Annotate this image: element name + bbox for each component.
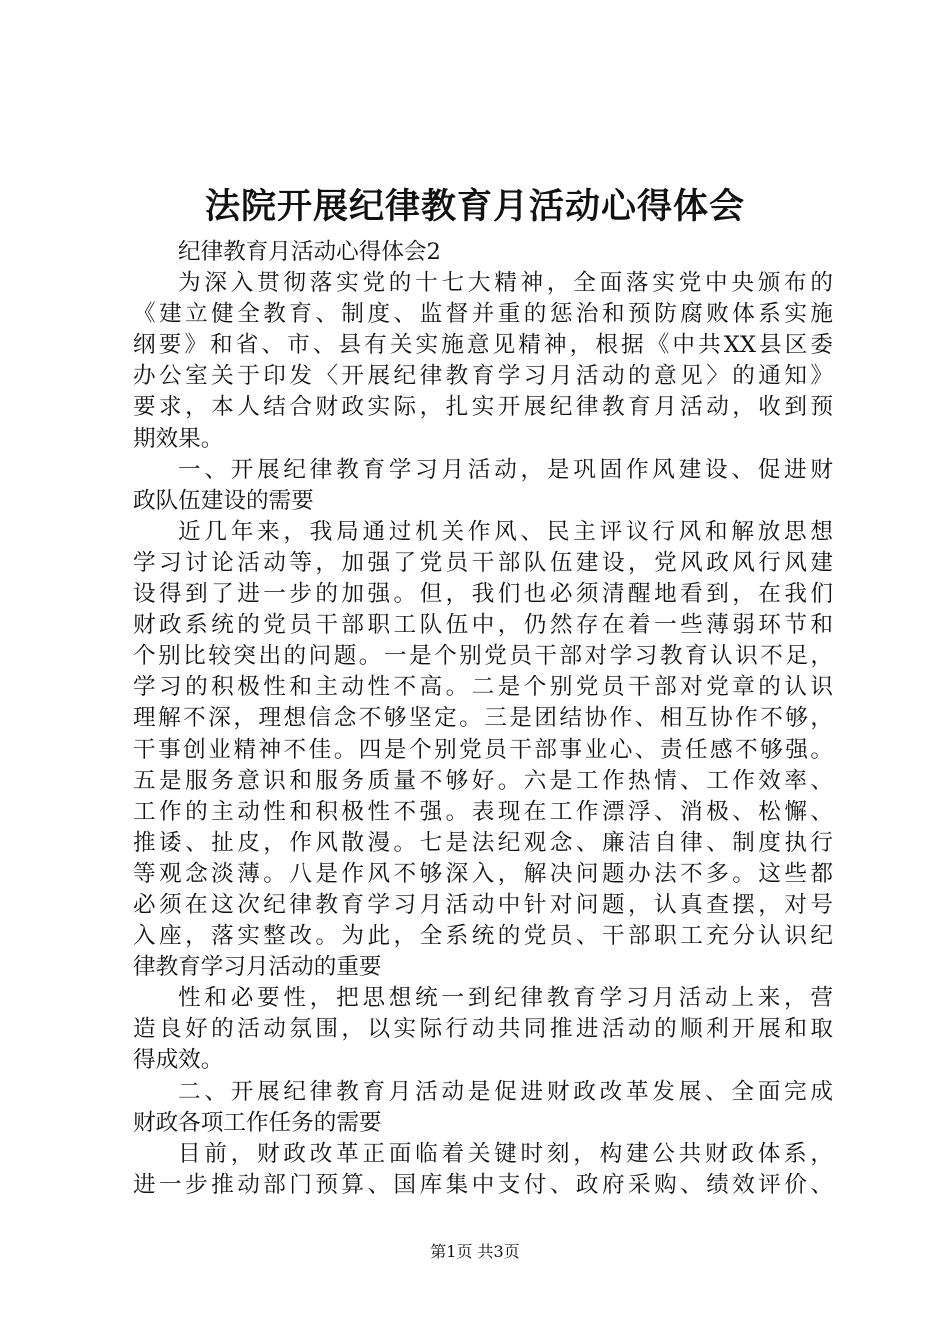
text-line: 干事创业精神不佳。四是个别党员干部事业心、责任感不够强。 [133,736,833,763]
text-line: 目前，财政改革正面临着关键时刻，构建公共财政体系， [178,1140,833,1167]
text-line: 学习讨论活动等，加强了党员干部队伍建设，党风政风行风建 [133,549,833,576]
text-line: 学习的积极性和主动性不高。二是个别党员干部对党章的认识 [133,674,833,701]
text-line: 财政各项工作任务的需要 [133,1109,382,1136]
text-line: 纪律教育月活动心得体会2 [178,239,441,265]
text-line: 推诿、扯皮，作风散漫。七是法纪观念、廉洁自律、制度执行 [133,829,833,856]
text-line: 为深入贯彻落实党的十七大精神，全面落实党中央颁布的 [178,270,833,297]
text-line: 政队伍建设的需要 [133,487,314,514]
text-line: 理解不深，理想信念不够坚定。三是团结协作、相互协作不够， [133,705,833,732]
text-line: 得成效。 [133,1047,224,1074]
text-line: 《建立健全教育、制度、监督并重的惩治和预防腐败体系实施 [133,301,833,328]
text-line: 必须在这次纪律教育学习月活动中针对问题，认真查摆，对号 [133,891,833,918]
text-line: 个别比较突出的问题。一是个别党员干部对学习教育认识不足， [133,643,833,670]
document-body [133,237,833,1201]
text-line: 性和必要性，把思想统一到纪律教育学习月活动上来，营 [178,985,833,1012]
text-line: 二、开展纪律教育月活动是促进财政改革发展、全面完成 [178,1078,833,1105]
text-line: 工作的主动性和积极性不强。表现在工作漂浮、消极、松懈、 [133,798,833,825]
text-line: 近几年来，我局通过机关作风、民主评议行风和解放思想 [178,518,833,545]
text-line: 入座，落实整改。为此，全系统的党员、干部职工充分认识纪 [133,923,833,950]
text-line: 律教育学习月活动的重要 [133,954,382,981]
text-line: 五是服务意识和服务质量不够好。六是工作热情、工作效率、 [133,767,833,794]
text-line: 造良好的活动氛围，以实际行动共同推进活动的顺利开展和取 [133,1016,833,1043]
document-title: 法院开展纪律教育月活动心得体会 [204,186,745,227]
page-footer: 第1页 共3页 [430,1242,520,1261]
text-line: 财政系统的党员干部职工队伍中，仍然存在着一些薄弱环节和 [133,612,833,639]
text-line: 期效果。 [133,425,224,452]
text-line: 要求，本人结合财政实际，扎实开展纪律教育月活动，收到预 [133,394,833,421]
text-line: 设得到了进一步的加强。但，我们也必须清醒地看到，在我们 [133,581,833,608]
text-line: 纲要》和省、市、县有关实施意见精神，根据《中共XX县区委 [133,332,833,359]
text-line: 等观念淡薄。八是作风不够深入，解决问题办法不多。这些都 [133,860,833,887]
text-line: 一、开展纪律教育学习月活动，是巩固作风建设、促进财 [178,456,833,483]
text-line: 进一步推动部门预算、国库集中支付、政府采购、绩效评价、 [133,1171,833,1198]
text-line: 办公室关于印发〈开展纪律教育学习月活动的意见〉的通知》 [133,363,833,390]
